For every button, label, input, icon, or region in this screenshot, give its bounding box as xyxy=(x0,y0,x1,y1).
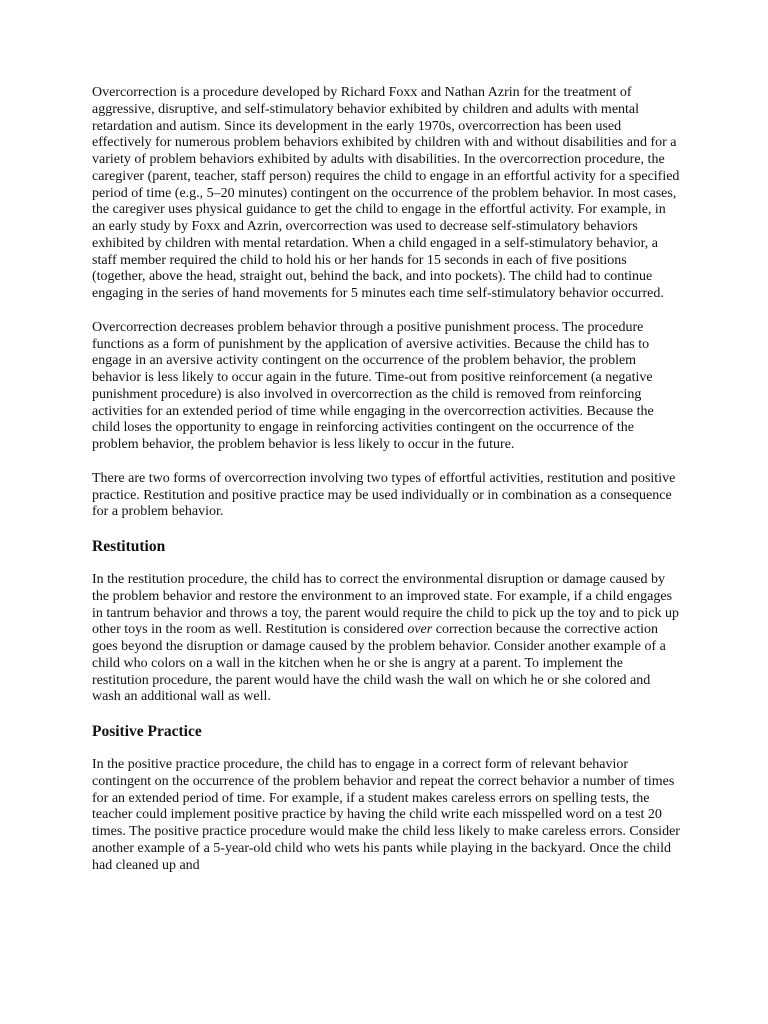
positive-practice-heading: Positive Practice xyxy=(92,723,202,740)
restitution-italic-word: over xyxy=(407,622,433,638)
intro-paragraph: Overcorrection is a procedure developed by Richard Foxx and Nathan Azrin for the treatment of aggressive, disruptive, and self-stimulatory behavior exhibited by children and adults with mental retardation and autism. Since its development in the early 1970s, overcorrection has been used effectively for numerous problem behaviors exhibited by children with and without disabilities and for a variety of problem behaviors exhibited by adults with disabilities. In the overcorrection procedure, the caregiver (parent, teacher, staff person) requires the child to engage in an effortful activity for a specified period of time (e.g., 5–20 minutes) contingent on the occurrence of the problem behavior. In most cases, the caregiver uses physical guidance to get the child to engage in the effortful activity. For example, in an early study by Foxx and Azrin, overcorrection was used to decrease self-stimulatory behaviors exhibited by children with mental retardation. When a child engaged in a self-stimulatory behavior, a staff member required the child to hold his or her hands for 15 seconds in each of five positions (together, above the head, straight out, behind the back, and into pockets). The child had to continue engaging in the series of hand movements for 5 minutes each time self-stimulatory behavior occurred. xyxy=(92,85,680,301)
document-page xyxy=(92,85,682,891)
restitution-text-end: correction because the corrective action goes beyond the disruption or damage caused by the problem behavior. Consider another example of a child who colors on a wall in the kitchen when he or she is angry at a parent. To implement the restitution procedure, the parent would have the child wash the wall on which he or she colored and wash an additional wall as well. xyxy=(92,622,666,705)
punishment-paragraph: Overcorrection decreases problem behavior through a positive punishment process. The procedure functions as a form of punishment by the application of aversive activities. Because the child has to engage in an aversive activity contingent on the occurrence of the problem behavior, the problem behavior is less likely to occur again in the future. Time-out from positive reinforcement (a negative punishment procedure) is also involved in overcorrection as the child is removed from reinforcing activities for an extended period of time while engaging in the overcorrection activities. Because the child loses the opportunity to engage in reinforcing activities contingent on the occurrence of the problem behavior, the problem behavior is less likely to occur in the future. xyxy=(92,319,654,452)
restitution-text-start: In the restitution procedure, the child has to correct the environmental disruption or damage caused by the problem behavior and restore the environment to an improved state. For example, if a child engages in tantrum behavior and throws a toy, the parent would require the child to pick up the toy and to pick up other toys in the room as well. Restitution is considered xyxy=(92,572,679,638)
positive-practice-paragraph: In the positive practice procedure, the child has to engage in a correct form of relevant behavior contingent on the occurrence of the problem behavior and repeat the correct behavior a number of times for an extended period of time. For example, if a student makes careless errors on spelling tests, the teacher could implement positive practice by having the child write each misspelled word on a test 20 times. The positive practice procedure would make the child less likely to make careless errors. Consider another example of a 5-year-old child who wets his pants while playing in the backyard. Once the child had cleaned up and xyxy=(92,757,680,873)
restitution-heading: Restitution xyxy=(92,538,166,555)
forms-paragraph: There are two forms of overcorrection involving two types of effortful activities, restitution and positive practice. Restitution and positive practice may be used individually or in combination as a consequence for a problem behavior. xyxy=(92,470,676,520)
restitution-paragraph xyxy=(92,572,682,706)
